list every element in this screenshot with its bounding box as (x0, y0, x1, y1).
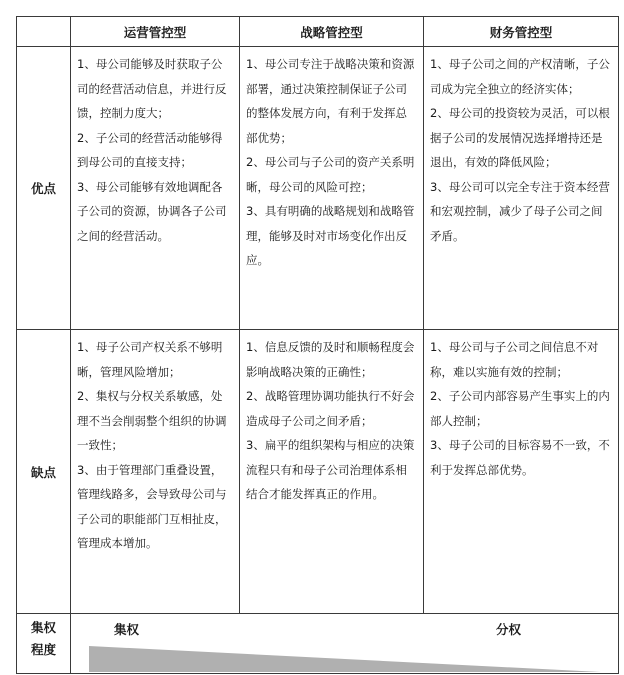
pros-financial-cell (424, 47, 619, 330)
pros-operational-cell (71, 47, 240, 330)
cons-strategic-cell (240, 330, 424, 614)
col-header-operational: 运营管控型 (71, 17, 240, 47)
comparison-table (16, 16, 619, 674)
cons-financial-cell (424, 330, 619, 614)
cons-financial-item: 1、母公司与子公司之间信息不对称，难以实施有效的控制； (430, 340, 599, 379)
cons-row (17, 330, 619, 614)
pros-financial-item: 1、母子公司之间的产权清晰，子公司成为完全独立的经济实体； (430, 57, 610, 96)
degree-label-cell (17, 614, 71, 674)
pros-financial-item: 2、母公司的投资较为灵活，可以根据子公司的发展情况选择增持还是退出，有效的降低风险； (430, 106, 610, 169)
cons-label: 缺点 (17, 330, 71, 614)
degree-row (17, 614, 619, 674)
cons-operational-item: 2、集权与分权关系敏感，处理不当会削弱整个组织的协调一致性； (77, 389, 227, 452)
pros-row (17, 47, 619, 330)
corner-cell (17, 17, 71, 47)
cons-strategic-item: 3、扁平的组织架构与相应的决策流程只有和母子公司治理体系相结合才能发挥真正的作用。 (246, 438, 415, 501)
col-header-strategic: 战略管控型 (240, 17, 424, 47)
pros-strategic-cell (240, 47, 424, 330)
cons-operational-cell (71, 330, 240, 614)
decentralized-label: 分权 (496, 622, 522, 637)
degree-scale-cell (71, 614, 619, 674)
degree-label-line1: 集权 (30, 620, 56, 635)
pros-operational-item: 1、母公司能够及时获取子公司的经营活动信息，并进行反馈，控制力度大； (77, 57, 227, 120)
cons-strategic-item: 1、信息反馈的及时和顺畅程度会影响战略决策的正确性； (246, 340, 415, 379)
pros-operational-item: 2、子公司的经营活动能够得到母公司的直接支持； (77, 130, 223, 169)
degree-gradient-wedge (71, 643, 619, 673)
wedge-triangle-shape (89, 646, 601, 672)
cons-financial-item: 2、子公司内部容易产生事实上的内部人控制； (430, 389, 610, 428)
centralized-label: 集权 (114, 622, 140, 637)
pros-operational-item: 3、母公司能够有效地调配各子公司的资源，协调各子公司之间的经营活动。 (77, 179, 227, 243)
pros-strategic-item: 2、母公司与子公司的资产关系明晰，母公司的风险可控； (246, 155, 415, 194)
degree-label-line2: 程度 (30, 642, 56, 657)
col-header-financial: 财务管控型 (424, 17, 619, 47)
pros-strategic-item: 3、具有明确的战略规划和战略管理，能够及时对市场变化作出反应。 (246, 204, 415, 267)
cons-financial-item: 3、母子公司的目标容易不一致，不利于发挥总部优势。 (430, 438, 610, 477)
pros-strategic-item: 1、母公司专注于战略决策和资源部署，通过决策控制保证子公司的整体发展方向，有利于发挥总部优势； (246, 57, 415, 145)
cons-strategic-item: 2、战略管理协调功能执行不好会造成母子公司之间矛盾； (246, 389, 415, 428)
header-row (17, 17, 619, 47)
pros-financial-item: 3、母公司可以完全专注于资本经营和宏观控制，减少了母子公司之间矛盾。 (430, 179, 610, 243)
cons-operational-item: 3、由于管理部门重叠设置，管理线路多，会导致母公司与子公司的职能部门互相扯皮，管理成本增加。 (77, 462, 227, 550)
pros-label: 优点 (17, 47, 71, 330)
cons-operational-item: 1、母子公司产权关系不够明晰，管理风险增加； (77, 340, 223, 379)
